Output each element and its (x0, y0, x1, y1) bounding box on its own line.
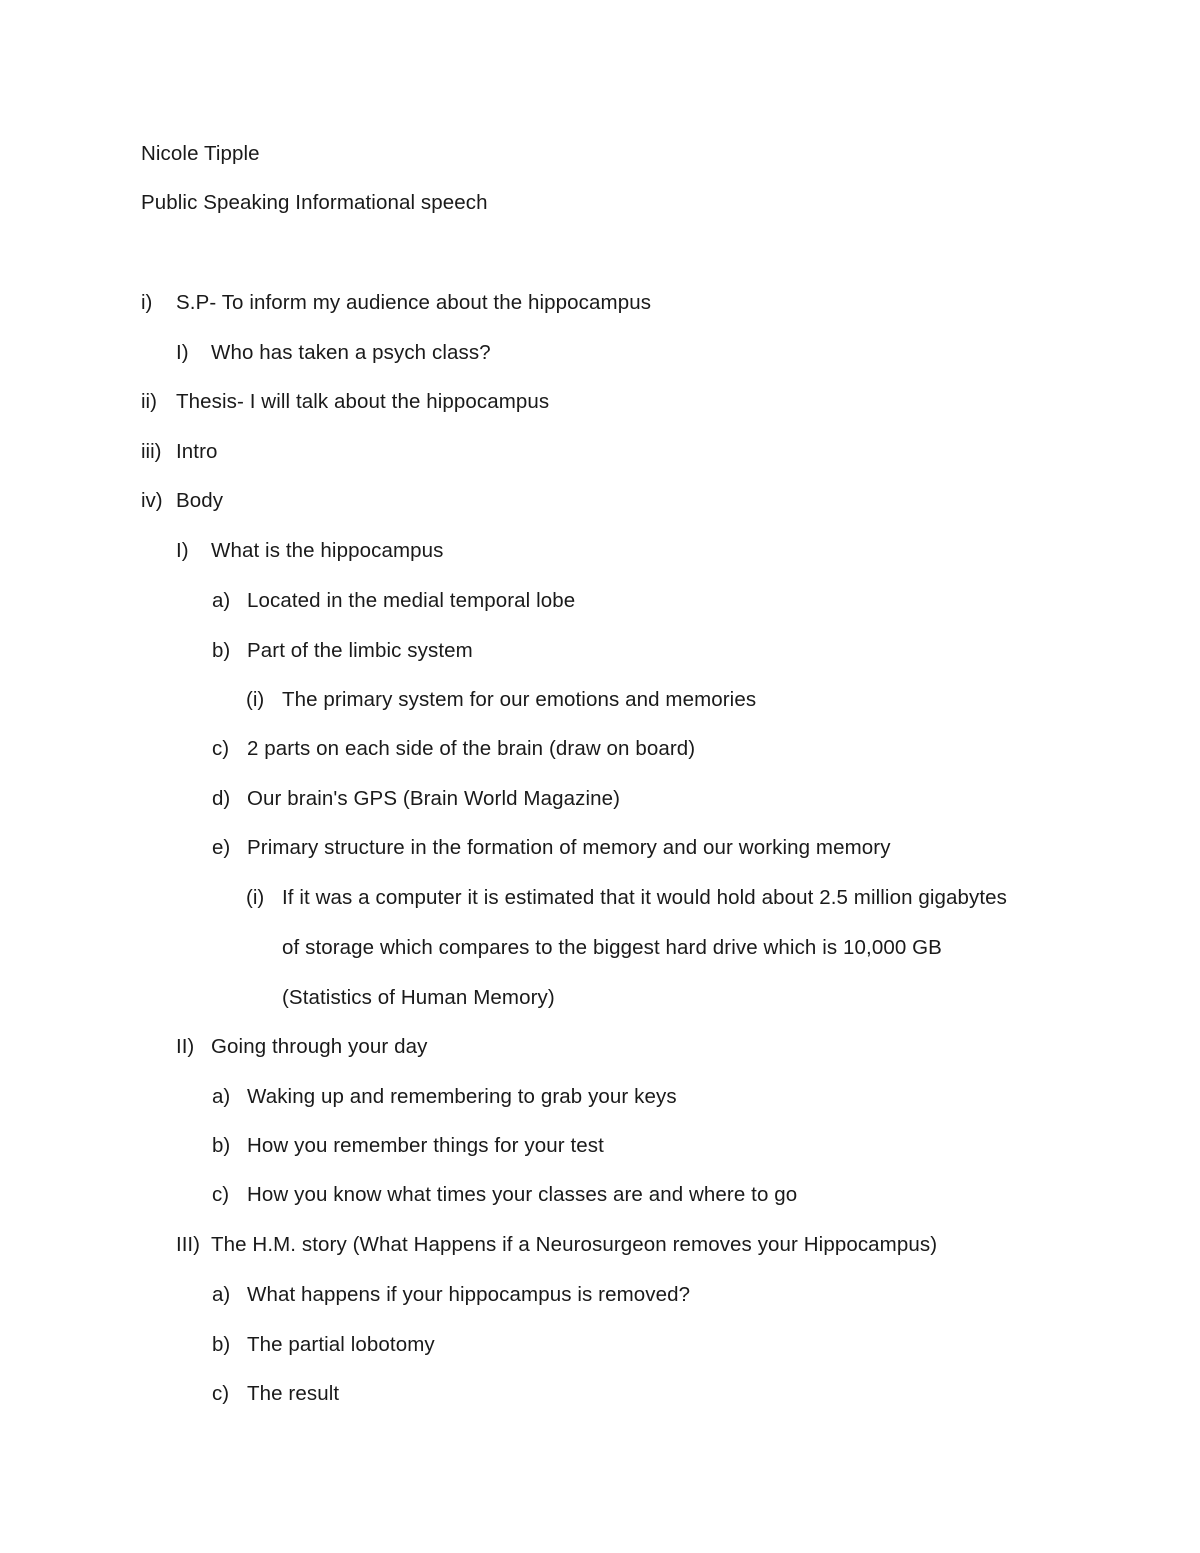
outline-marker: iii) (141, 440, 162, 463)
outline-item: Going through your day (211, 1035, 428, 1058)
outline-item: The result (247, 1382, 340, 1405)
outline-item: Located in the medial temporal lobe (247, 589, 576, 612)
outline-marker: a) (212, 1085, 231, 1108)
outline-marker: b) (212, 639, 231, 662)
outline-item: The H.M. story (What Happens if a Neurosurgeon removes your Hippocampus) (211, 1233, 938, 1256)
outline-item: How you remember things for your test (247, 1134, 604, 1157)
outline-item: Waking up and remembering to grab your keys (247, 1085, 677, 1108)
author-name: Nicole Tipple (141, 142, 260, 165)
outline-marker: b) (212, 1134, 231, 1157)
outline-item: Part of the limbic system (247, 639, 473, 662)
outline-item: 2 parts on each side of the brain (draw on board) (247, 737, 696, 760)
outline-marker: III) (176, 1233, 200, 1256)
course-title: Public Speaking Informational speech (141, 191, 488, 214)
outline-marker: c) (212, 1183, 230, 1206)
outline-marker: b) (212, 1333, 231, 1356)
outline-item: Primary structure in the formation of memory and our working memory (247, 836, 891, 859)
outline-item: If it was a computer it is estimated that it would hold about 2.5 million gigabytes (282, 886, 1008, 909)
outline-marker: i) (141, 291, 153, 314)
outline-marker: ii) (141, 390, 157, 413)
outline-item: Intro (176, 440, 218, 463)
outline-marker: I) (176, 539, 189, 562)
outline-item: Our brain's GPS (Brain World Magazine) (247, 787, 621, 810)
outline-item: The primary system for our emotions and memories (282, 688, 757, 711)
outline-item: What happens if your hippocampus is removed? (247, 1283, 691, 1306)
outline-marker: d) (212, 787, 231, 810)
outline-marker: I) (176, 341, 189, 364)
outline-marker: (i) (246, 688, 265, 711)
outline-item: Who has taken a psych class? (211, 341, 491, 364)
outline-marker: c) (212, 737, 230, 760)
outline-marker: a) (212, 589, 231, 612)
outline-item-continuation: of storage which compares to the biggest hard drive which is 10,000 GB (282, 936, 942, 959)
outline-item: Thesis- I will talk about the hippocampus (176, 390, 550, 413)
outline-marker: iv) (141, 489, 163, 512)
outline-marker: c) (212, 1382, 230, 1405)
outline-item: S.P- To inform my audience about the hippocampus (176, 291, 652, 314)
outline-item: The partial lobotomy (247, 1333, 435, 1356)
outline-marker: e) (212, 836, 231, 859)
outline-marker: II) (176, 1035, 195, 1058)
outline-item: How you know what times your classes are and where to go (247, 1183, 798, 1206)
outline-marker: (i) (246, 886, 265, 909)
outline-marker: a) (212, 1283, 231, 1306)
outline-item: Body (176, 489, 224, 512)
outline-item: What is the hippocampus (211, 539, 444, 562)
outline-item-continuation: (Statistics of Human Memory) (282, 986, 555, 1009)
